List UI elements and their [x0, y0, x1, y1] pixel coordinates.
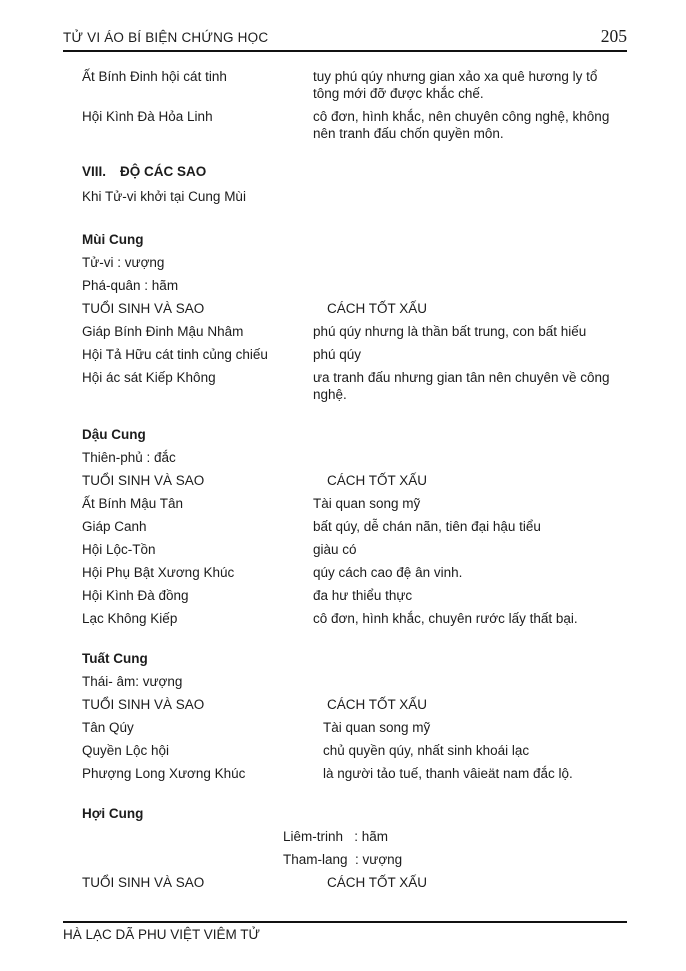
desc-cell: là người tảo tuế, thanh vâieät nam đắc lộ.	[323, 766, 573, 781]
cung-heading: Dậu Cung	[82, 427, 146, 442]
column-right-label: CÁCH TỐT XẤU	[327, 697, 428, 712]
desc-cell: phú qúy	[313, 347, 362, 362]
column-header-row	[82, 472, 627, 489]
table-row	[82, 765, 627, 782]
table-row	[82, 742, 627, 759]
cung-heading: Mùi Cung	[82, 232, 144, 247]
star-line: Thái- âm: vượng	[82, 674, 183, 689]
term-cell: Hội Kình Đà Hỏa Linh	[82, 109, 213, 124]
term-cell: Ất Bính Đinh hội cát tinh	[82, 69, 227, 84]
column-header-row	[82, 300, 627, 317]
table-row	[82, 346, 627, 363]
section-heading	[82, 163, 627, 180]
intro-row	[82, 108, 627, 142]
column-right-label: CÁCH TỐT XẤU	[327, 875, 428, 890]
star-line: Phá-quân : hãm	[82, 278, 179, 293]
cung-heading: Tuất Cung	[82, 651, 148, 666]
table-row	[82, 518, 627, 535]
desc-cell: cô đơn, hình khắc, chuyên rước lấy thất bại.	[313, 611, 578, 626]
column-left-label: TUỔI SINH VÀ SAO	[82, 301, 205, 316]
column-left-label: TUỔI SINH VÀ SAO	[82, 697, 205, 712]
term-cell: Hội Tả Hữu cát tinh củng chiếu	[82, 347, 268, 362]
desc-cell: đa hư thiểu thực	[313, 588, 413, 603]
desc-cell: Tài quan song mỹ	[323, 720, 431, 735]
table-row	[82, 564, 627, 581]
term-cell: Giáp Bính Đinh Mậu Nhâm	[82, 324, 244, 339]
star-line: Tử-vi : vượng	[82, 255, 165, 270]
term-cell: Hội Kình Đà đồng	[82, 588, 189, 603]
desc-cell: phú qúy nhưng là thần bất trung, con bất hiếu	[313, 324, 587, 339]
column-right-label: CÁCH TỐT XẤU	[327, 301, 428, 316]
section-number: VIII.	[82, 164, 107, 179]
star-line: Liêm-trinh : hãm	[283, 829, 389, 844]
column-header-row	[82, 696, 627, 713]
term-cell: Quyền Lộc hội	[82, 743, 170, 758]
desc-cell: bất qúy, dễ chán nãn, tiên đại hậu tiểu	[313, 519, 541, 534]
cung-section-dau	[82, 426, 627, 627]
desc-cell: qúy cách cao đệ ân vinh.	[313, 565, 463, 580]
term-cell: Phượng Long Xương Khúc	[82, 766, 246, 781]
term-cell: Hội Lộc-Tồn	[82, 542, 156, 557]
cung-section-mui	[82, 231, 627, 403]
section-lead: Khi Tử-vi khởi tại Cung Mùi	[82, 189, 246, 204]
column-left-label: TUỔI SINH VÀ SAO	[82, 875, 205, 890]
intro-row	[82, 68, 627, 102]
page-header	[63, 26, 627, 52]
page-footer	[63, 921, 627, 942]
term-cell: Hội ác sát Kiếp Không	[82, 370, 216, 385]
desc-cell: chủ quyền qúy, nhất sinh khoái lạc	[323, 743, 530, 758]
table-row	[82, 369, 627, 403]
term-cell: Giáp Canh	[82, 519, 147, 534]
desc-cell: giàu có	[313, 542, 357, 557]
cung-heading: Hợi Cung	[82, 806, 144, 821]
cung-section-tuat	[82, 650, 627, 782]
book-title: TỬ VI ÁO BÍ BIỆN CHỨNG HỌC	[63, 30, 269, 45]
section-title: ĐỘ CÁC SAO	[120, 164, 207, 179]
table-row	[82, 587, 627, 604]
cung-section-hoi	[82, 805, 627, 891]
table-row	[82, 719, 627, 736]
table-row	[82, 610, 627, 627]
footer-text: HÀ LẠC DÃ PHU VIỆT VIÊM TỬ	[63, 927, 261, 942]
table-row	[82, 323, 627, 340]
table-row	[82, 541, 627, 558]
term-cell: Tân Qúy	[82, 720, 134, 735]
term-cell: Hội Phụ Bật Xương Khúc	[82, 565, 235, 580]
desc-cell: Tài quan song mỹ	[313, 496, 421, 511]
intro-block	[82, 68, 627, 142]
column-right-label: CÁCH TỐT XẤU	[327, 473, 428, 488]
desc-cell: cô đơn, hình khắc, nên chuyên công nghệ, không nên tranh đấu chốn quyền môn.	[313, 109, 610, 141]
column-header-row	[82, 874, 627, 891]
desc-cell: tuy phú qúy nhưng gian xảo xa quê hương ly tổ tông mới đỡ được khắc chế.	[313, 69, 598, 101]
page-number: 205	[600, 26, 627, 46]
table-row	[82, 495, 627, 512]
star-line: Tham-lang : vượng	[283, 852, 403, 867]
desc-cell: ưa tranh đấu nhưng gian tân nên chuyên về công nghệ.	[313, 370, 610, 402]
term-cell: Lạc Không Kiếp	[82, 611, 178, 626]
star-line: Thiên-phủ : đắc	[82, 450, 176, 465]
term-cell: Ất Bính Mậu Tân	[82, 496, 184, 511]
column-left-label: TUỔI SINH VÀ SAO	[82, 473, 205, 488]
page-content	[82, 68, 627, 891]
